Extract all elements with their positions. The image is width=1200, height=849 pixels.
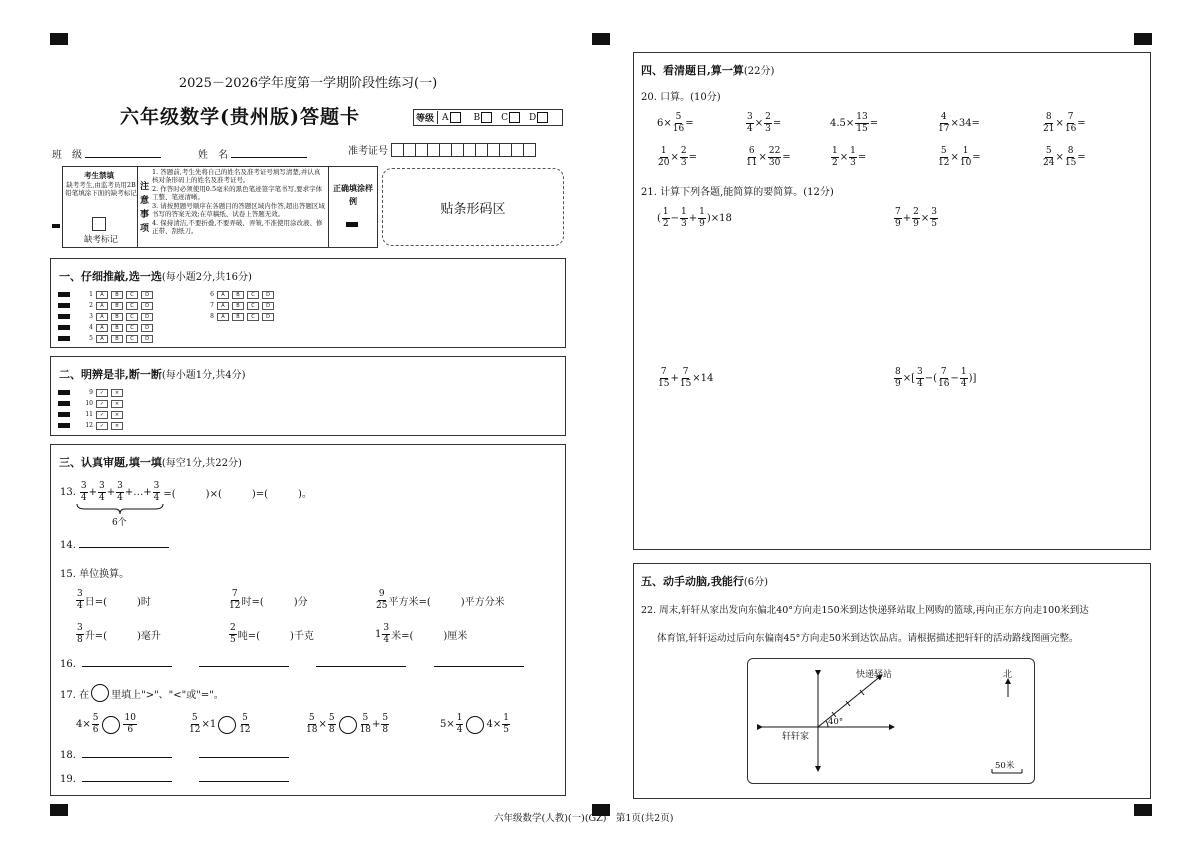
- forbidden-text: 缺考考生,由监考员用2B铅笔填涂下面的缺考标记: [65, 181, 137, 198]
- exam-no-grid[interactable]: [392, 143, 536, 157]
- compare-circle[interactable]: [466, 716, 484, 734]
- compare-circle[interactable]: [102, 716, 120, 734]
- q14-answer[interactable]: [79, 547, 169, 548]
- map-station-label: 快递驿站: [856, 670, 893, 680]
- registration-mark: [1134, 33, 1152, 45]
- q14: 14.: [60, 540, 169, 551]
- level-b-box[interactable]: [481, 112, 492, 123]
- q17-label: 17. 在 里填上">"、"<"或"="。: [60, 684, 224, 702]
- q18-answer[interactable]: [82, 757, 172, 758]
- oral-calc-item: $\frac{8}{21}$ × $\frac{7}{16}$ =: [1043, 112, 1086, 134]
- oral-calc-item: $\frac{5}{24}$ × $\frac{8}{15}$ =: [1043, 146, 1086, 168]
- answer-row: 9 ✓ ×: [58, 388, 123, 397]
- notice-divider: [328, 166, 329, 248]
- map-angle-label: 40°: [828, 717, 844, 727]
- level-a: A: [442, 112, 449, 123]
- notice-items: [152, 168, 326, 236]
- q17-item: 4× $\frac{5}{6}$ $\frac{10}{6}$: [76, 713, 136, 735]
- level-c: C: [501, 112, 509, 123]
- q20-label: 20. 口算。(10分): [641, 92, 721, 103]
- q16: 16.: [60, 659, 524, 670]
- notice-label: 注意事项: [140, 182, 150, 234]
- name-field: [198, 146, 307, 161]
- oral-calc-item: $\frac{5}{12}$ × $\frac{1}{10}$ =: [938, 146, 981, 168]
- barcode-label: 贴条形码区: [440, 201, 506, 217]
- north-icon-label: 北: [1003, 670, 1013, 680]
- level-a-box[interactable]: [450, 112, 461, 123]
- absent-label: 缺考标记: [83, 235, 118, 245]
- registration-mark: [50, 804, 68, 816]
- year-title: 2025－2026学年度第一学期阶段性练习(一): [178, 76, 438, 91]
- q16-answer[interactable]: [199, 666, 289, 667]
- q17-item: $\frac{5}{12}$ ×1 $\frac{5}{12}$: [189, 713, 251, 735]
- absent-checkbox[interactable]: [92, 217, 106, 231]
- compare-circle-icon: [91, 684, 109, 702]
- section2-answers: [58, 388, 123, 432]
- notice-item: 3. 请按照题号顺序在各题目的答题区域内作答,超出答题区域书写的答案无效;在草稿纸、试卷上答题无效。: [152, 201, 325, 219]
- route-map[interactable]: [747, 658, 1035, 784]
- answer-row: 2 A B C D: [58, 301, 153, 310]
- level-label: 等级: [416, 111, 438, 124]
- oral-calc-item: 6× $\frac{5}{16}$ =: [657, 112, 694, 134]
- q16-answer[interactable]: [82, 666, 172, 667]
- level-box: [413, 109, 563, 126]
- answer-row: 8 A B C D: [206, 312, 274, 321]
- level-c-box[interactable]: [509, 112, 520, 123]
- exam-no-label: 准考证号: [348, 146, 388, 157]
- answer-row: 10 ✓ ×: [58, 399, 123, 408]
- class-input[interactable]: [85, 157, 161, 158]
- q13-brace: [75, 503, 165, 515]
- answer-row: 6 A B C D: [206, 290, 274, 299]
- notice-divider: [137, 166, 138, 248]
- answer-row: 5 A B C D: [58, 334, 153, 343]
- q16-answer[interactable]: [434, 666, 524, 667]
- q15-item: $\frac{7}{12}$ 时=( )分: [229, 589, 308, 611]
- q17-item: $\frac{5}{18}$ × $\frac{5}{8}$ $\frac{5}{18}$ + $\frac{5}{8}$: [306, 713, 389, 735]
- q13: 13. $\frac{3}{4}$ + $\frac{3}{4}$ + $\frac{3}{4}$ +…+ $\frac{3}{4}$ =( )×( )=( )。: [60, 481, 312, 503]
- compare-circle[interactable]: [339, 716, 357, 734]
- answer-row: 12 ✓ ×: [58, 421, 123, 430]
- q15-item: $\frac{9}{25}$ 平方米=( )平方分米: [376, 589, 505, 611]
- answer-row: 1 A B C D: [58, 290, 153, 299]
- level-d-box[interactable]: [537, 112, 548, 123]
- oral-calc-item: $\frac{1}{20}$ × $\frac{2}{3}$ =: [658, 146, 697, 168]
- section2-title: 二、明辨是非,断一断(每小题1分,共4分): [59, 368, 246, 381]
- left-mark: [52, 224, 60, 228]
- section1-answers-right: [206, 290, 274, 323]
- oral-calc-item: $\frac{6}{11}$ × $\frac{22}{30}$ =: [746, 146, 791, 168]
- class-field: [52, 146, 161, 161]
- q21-label: 21. 计算下列各题,能简算的要简算。(12分): [641, 187, 834, 198]
- exam-no-field: [348, 142, 536, 157]
- map-home-label: 轩轩家: [782, 732, 810, 742]
- q18: 18.: [60, 750, 289, 761]
- q22-text: 体育馆,轩轩运动过后向东偏南45°方向走50米到达饮品店。请根据描述把轩轩的活动路线图画完整。: [657, 633, 1079, 644]
- q22-text: 22. 周末,轩轩从家出发向东偏北40°方向走150米到达快递驿站取上网购的篮球,再向正东方向走100米到达: [641, 605, 1089, 616]
- oral-calc-item: $\frac{4}{17}$ ×34=: [938, 112, 980, 134]
- correct-fill-label: 正确填涂样例: [333, 183, 373, 206]
- page-footer: 六年级数学(人教)(一)(GZ) 第1页(共2页): [494, 813, 674, 824]
- level-b: B: [473, 112, 481, 123]
- section1-answers-left: [58, 290, 153, 345]
- q15-item: $\frac{3}{8}$ 升=( )毫升: [77, 623, 161, 645]
- q15-label: 15. 单位换算。: [60, 569, 130, 580]
- q15-item: $\frac{2}{5}$ 吨=( )千克: [230, 623, 314, 645]
- calc-item: $\frac{8}{9}$ ×[ $\frac{3}{4}$ −( $\frac{7}{16}$ − $\frac{1}{4}$ )]: [895, 367, 977, 389]
- answer-row: 7 A B C D: [206, 301, 274, 310]
- oral-calc-item: $\frac{1}{2}$ × $\frac{1}{3}$ =: [832, 146, 867, 168]
- calc-item: $\frac{7}{15}$ + $\frac{7}{15}$ ×14: [658, 367, 714, 389]
- q18-answer[interactable]: [199, 757, 289, 758]
- forbidden-title: 考生禁填: [84, 171, 114, 180]
- main-title: 六年级数学(贵州版)答题卡: [120, 106, 360, 128]
- registration-mark: [50, 33, 68, 45]
- answer-row: 3 A B C D: [58, 312, 153, 321]
- q15-item: $\frac{3}{4}$ 日=( )时: [77, 589, 151, 611]
- barcode-area: [382, 168, 564, 246]
- level-d: D: [529, 112, 537, 123]
- compare-circle[interactable]: [218, 716, 236, 734]
- class-label: 班 级: [52, 150, 82, 161]
- oral-calc-item: $\frac{3}{4}$ × $\frac{2}{3}$ =: [747, 112, 782, 134]
- name-label: 姓 名: [198, 150, 228, 161]
- notice-item: 2. 作答时必须使用0.5毫米的黑色笔迹签字笔书写,要求字体工整、笔迹清晰。: [152, 184, 323, 202]
- q13-brace-label: 6个: [112, 518, 127, 528]
- section4-title: 四、看清题目,算一算(22分): [641, 64, 775, 77]
- correct-fill-sample: [346, 222, 358, 227]
- q19: 19.: [60, 774, 289, 785]
- q15-item: 1 $\frac{3}{4}$ 米=( )厘米: [375, 623, 468, 645]
- q19-answer[interactable]: [82, 781, 172, 782]
- answer-row: 11 ✓ ×: [58, 410, 123, 419]
- registration-mark: [1134, 804, 1152, 816]
- q19-answer[interactable]: [199, 781, 289, 782]
- q16-answer[interactable]: [316, 666, 406, 667]
- calc-item: ( $\frac{1}{2}$ − $\frac{1}{3}$ + $\frac{1}{9}$ )×18: [657, 207, 732, 229]
- calc-item: $\frac{7}{9}$ + $\frac{2}{9}$ × $\frac{3}{5}$: [895, 207, 937, 229]
- section3-title: 三、认真审题,填一填(每空1分,共22分): [59, 456, 242, 469]
- name-input[interactable]: [231, 157, 307, 158]
- q17-item: 5× $\frac{1}{4}$ 4× $\frac{1}{5}$: [440, 713, 509, 735]
- section5-title: 五、动手动脑,我能行(6分): [641, 575, 769, 588]
- registration-mark: [592, 33, 610, 45]
- answer-row: 4 A B C D: [58, 323, 153, 332]
- notice-item: 4. 保持清洁,不要折叠,不要弄破、弄皱,不准使用涂改液、修正带、刮纸刀。: [152, 218, 323, 236]
- notice-item: 1. 答题前,考生先将自己的姓名及准考证号填写清楚,并认真核对条形码上的姓名及准考证号。: [152, 168, 321, 185]
- scale-label: 50米: [995, 761, 1015, 771]
- section1-title: 一、仔细推敲,选一选(每小题2分,共16分): [59, 270, 252, 283]
- oral-calc-item: 4.5× $\frac{13}{15}$ =: [830, 112, 879, 134]
